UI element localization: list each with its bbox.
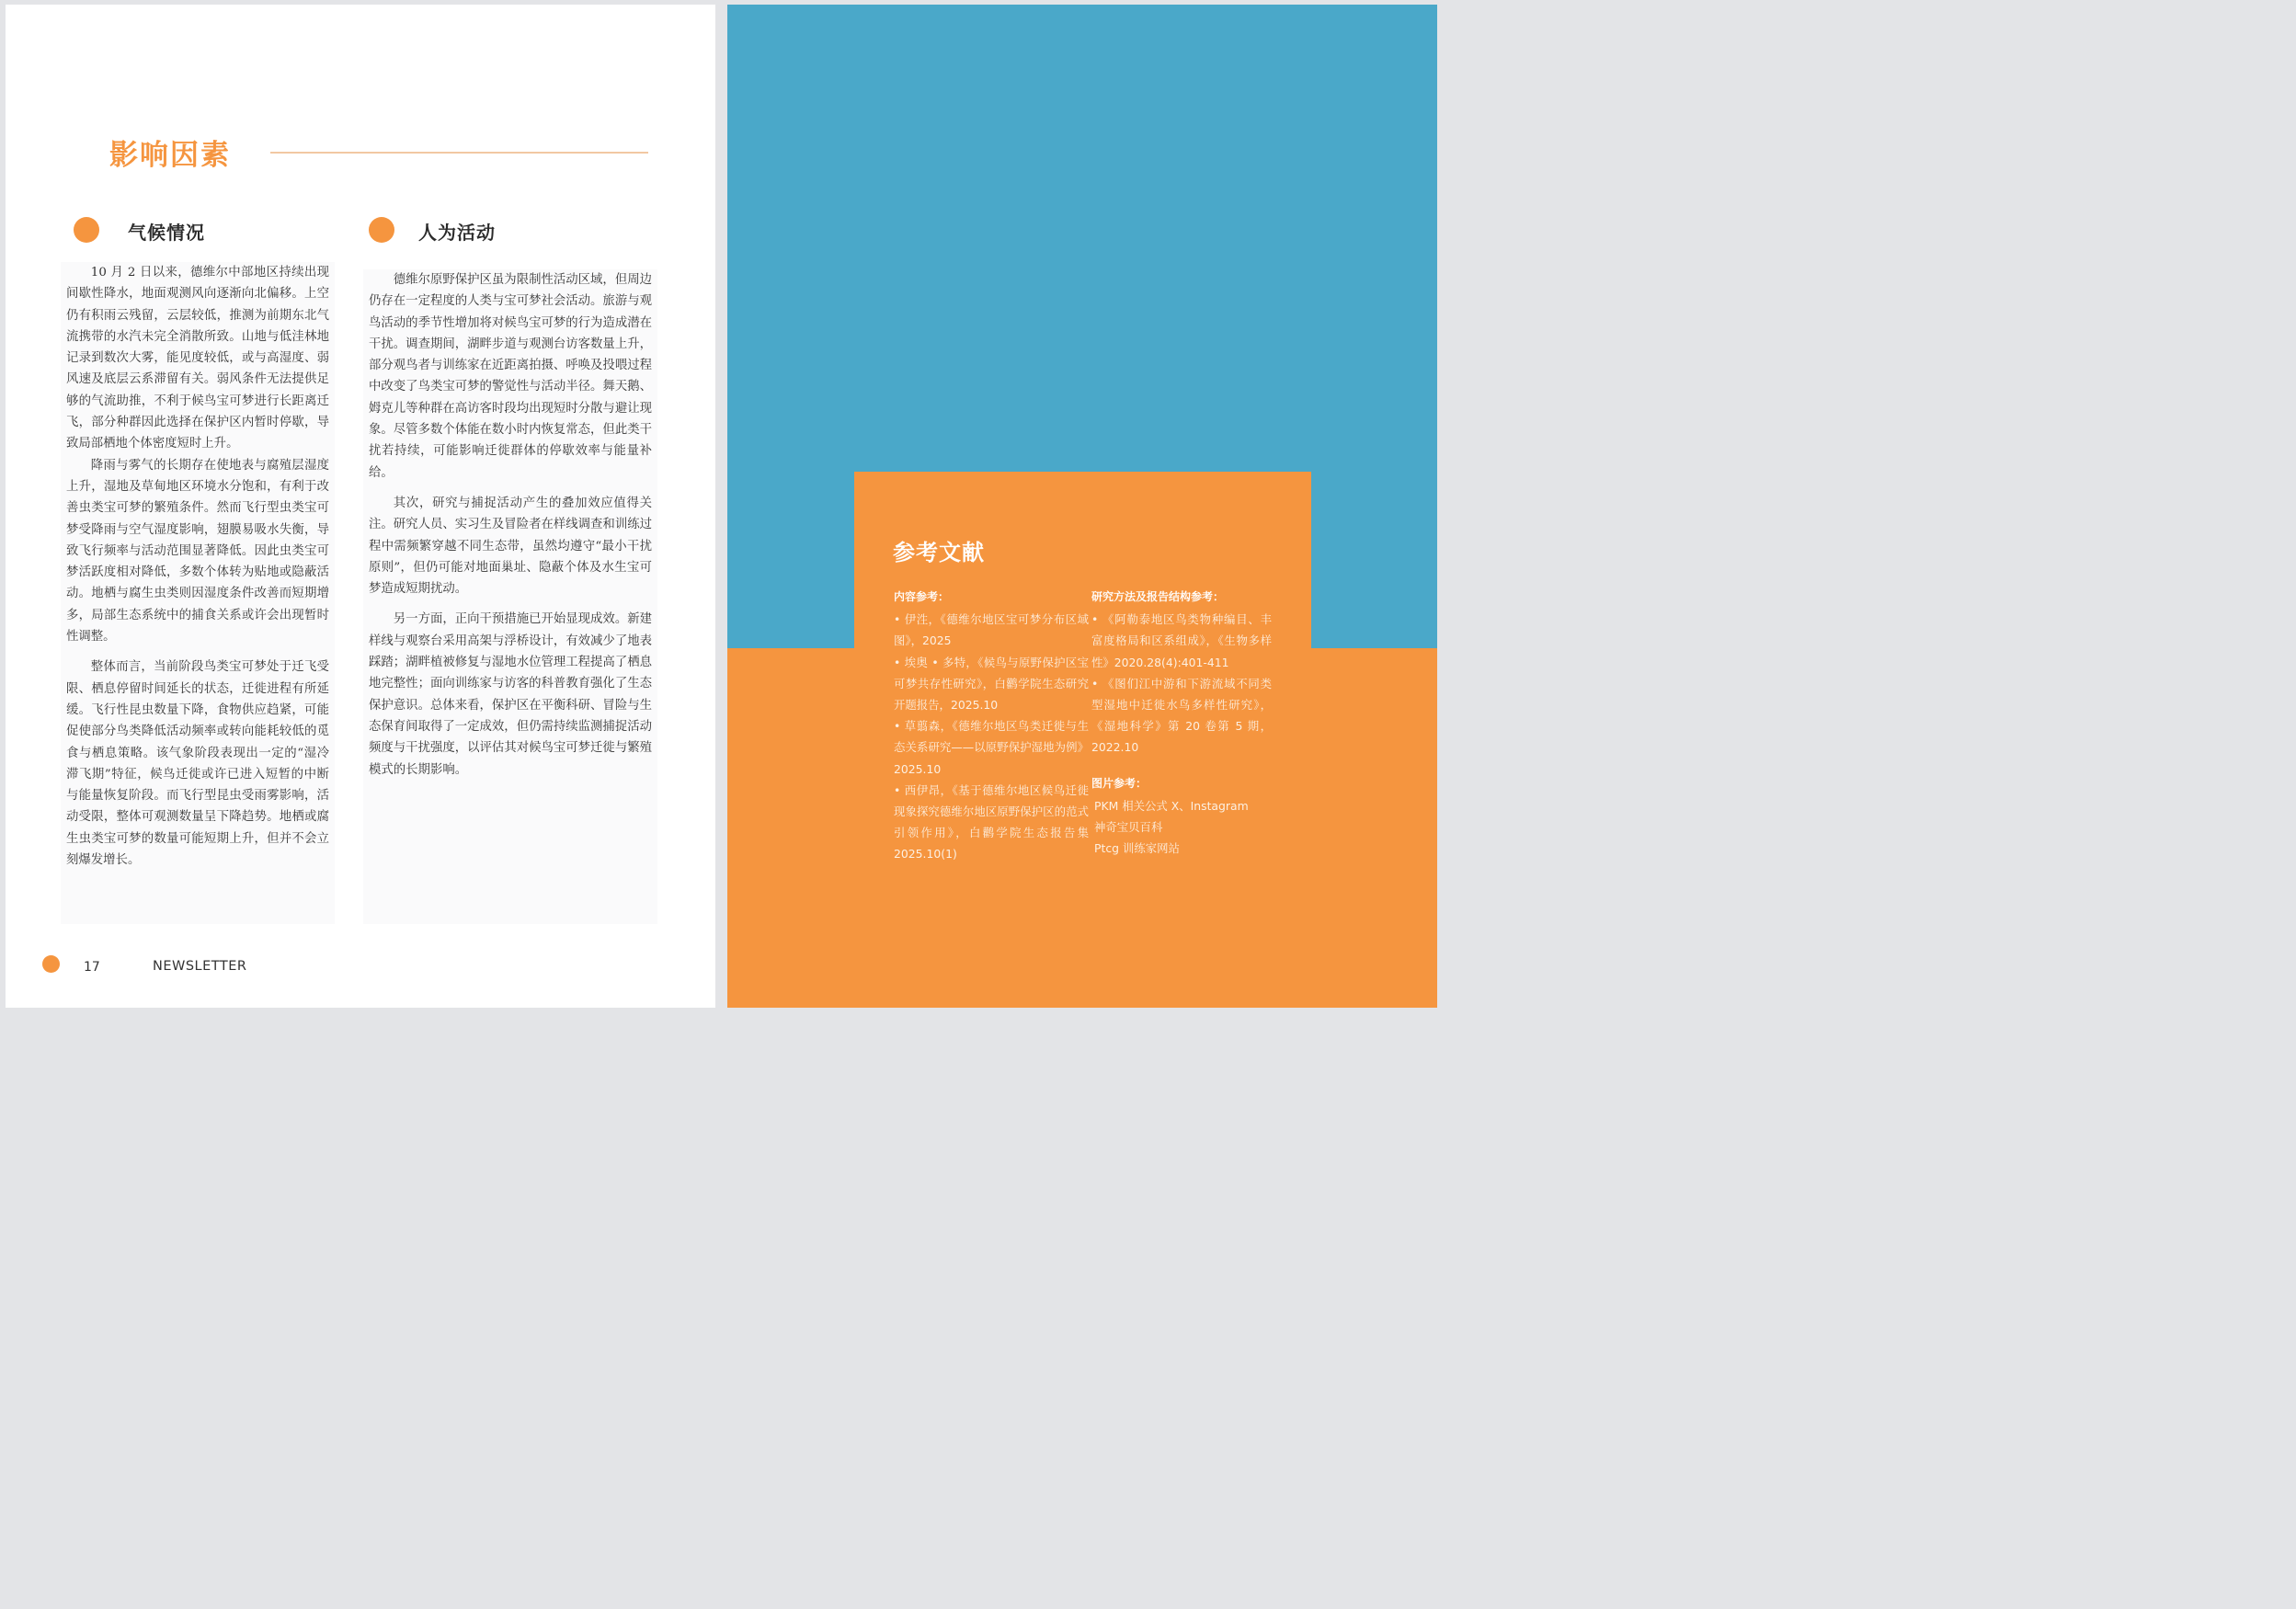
human-paragraph: 其次，研究与捕捉活动产生的叠加效应值得关注。研究人员、实习生及冒险者在样线调查和训练过程中需频繁穿越不同生态带，虽然均遵守“最小干扰原则”，但仍可能对地面巢址、隐蔽个体及水生宝可梦造成短期扰动。 [369, 496, 652, 597]
climate-paragraph: 降雨与雾气的长期存在使地表与腐殖层湿度上升，湿地及草甸地区环境水分饱和，有利于改善虫类宝可梦的繁殖条件。然而飞行型虫类宝可梦受降雨与空气湿度影响，翅膜易吸水失衡，导致飞行频率与活动范围显著降低。因此虫类宝可梦活跃度相对降低，多数个体转为贴地或隐蔽活动。地栖与腐生虫类则因湿度条件改善而短期增多，局部生态系统中的捕食关系或许会出现暂时性调整。 [66, 458, 329, 645]
human-paragraph: 德维尔原野保护区虽为限制性活动区域，但周边仍存在一定程度的人类与宝可梦社会活动。旅游与观鸟活动的季节性增加将对候鸟宝可梦的行为造成潜在干扰。调查期间，湖畔步道与观测台访客数量上升，部分观鸟者与训练家在近距离拍摄、呼唤及投喂过程中改变了鸟类宝可梦的警觉性与活动半径。舞天鹅、姆克儿等种群在高访客时段均出现短时分散与避让现象。尽管多数个体能在数小时内恢复常态，但此类干扰若持续，可能影响迁徙群体的停歇效率与能量补给。 [369, 273, 652, 480]
left-page [6, 5, 715, 1008]
section-title: 影响因素 [109, 139, 231, 172]
page-number: 17 [84, 960, 100, 975]
title-rule [270, 152, 648, 154]
reference-item: • 伊泩，《德维尔地区宝可梦分布区域图》，2025 [894, 612, 1089, 648]
reference-item: • 《阿勒泰地区鸟类物种编目、丰富度格局和区系组成》，《生物多样性》2020.28(4):401-411 [1091, 612, 1272, 669]
image-reference-item: Ptcg 训练家网站 [1094, 841, 1180, 856]
footer-dot-icon [42, 955, 60, 973]
image-reference-item: PKM 相关公式 X、Instagram [1094, 798, 1249, 813]
image-references-label: 图片参考： [1091, 776, 1148, 790]
image-reference-item: 神奇宝贝百科 [1094, 820, 1163, 835]
content-references-label: 内容参考： [894, 590, 950, 603]
climate-bullet-icon [74, 217, 99, 243]
method-references-label: 研究方法及报告结构参考： [1091, 590, 1225, 603]
reference-item: • 草翦森，《德维尔地区鸟类迁徙与生态关系研究——以原野保护湿地为例》2025.10 [894, 719, 1089, 776]
climate-paragraph: 10 月 2 日以来，德维尔中部地区持续出现间歇性降水，地面观测风向逐渐向北偏移。上空仍有积雨云残留，云层较低，推测为前期东北气流携带的水汽未完全消散所致。山地与低洼林地记录到数次大雾，能见度较低，或与高湿度、弱风速及底层云系滞留有关。弱风条件无法提供足够的气流助推，不利于候鸟宝可梦进行长距离迁飞，部分种群因此选择在保护区内暂时停歇，导致局部栖地个体密度短时上升。 [66, 266, 329, 451]
human-heading: 人为活动 [418, 222, 496, 244]
climate-heading: 气候情况 [128, 222, 205, 244]
image-references [1091, 773, 1272, 860]
method-references [1091, 587, 1272, 859]
human-paragraph: 另一方面，正向干预措施已开始显现成效。新建样线与观察台采用高架与浮桥设计，有效减少了地表踩踏；湖畔植被修复与湿地水位管理工程提高了栖息地完整性；面向训练家与访客的科普教育强化了生态保护意识。总体来看，保护区在平衡科研、冒险与生态保育间取得了一定成效，但仍需持续监测捕捉活动频度与干扰强度，以评估其对候鸟宝可梦迁徙与繁殖模式的长期影响。 [369, 612, 652, 777]
right-page [727, 5, 1437, 1008]
climate-text-column [61, 262, 335, 924]
reference-item: • 埃奥 • 多特，《候鸟与原野保护区宝可梦共存性研究》，白鹳学院生态研究开题报告，2025.10 [894, 655, 1089, 713]
content-references [894, 587, 1089, 865]
reference-item: • 《图们江中游和下游流域不同类型湿地中迁徙水鸟多样性研究》，《湿地科学》第 20 卷第 5 期，2022.10 [1091, 676, 1272, 755]
climate-paragraph: 整体而言，当前阶段鸟类宝可梦处于迁飞受限、栖息停留时间延长的状态，迁徙进程有所延缓。飞行性昆虫数量下降，食物供应趋紧，可能促使部分鸟类降低活动频率或转向能耗较低的觅食与栖息策略。该气象阶段表现出一定的“湿冷滞飞期”特征，候鸟迁徙或许已进入短暂的中断与能量恢复阶段。而飞行型昆虫受雨雾影响，活动受限，整体可观测数量呈下降趋势。地栖或腐生虫类宝可梦的数量可能短期上升，但并不会立刻爆发增长。 [66, 660, 329, 868]
human-bullet-icon [369, 217, 394, 243]
references-title: 参考文献 [893, 539, 985, 565]
newsletter-label: NEWSLETTER [153, 959, 247, 974]
reference-item: • 西伊昂，《基于德维尔地区候鸟迁徙现象探究德维尔地区原野保护区的范式引领作用》，白鹳学院生态报告集 2025.10(1) [894, 782, 1089, 862]
human-text-column [363, 269, 657, 924]
